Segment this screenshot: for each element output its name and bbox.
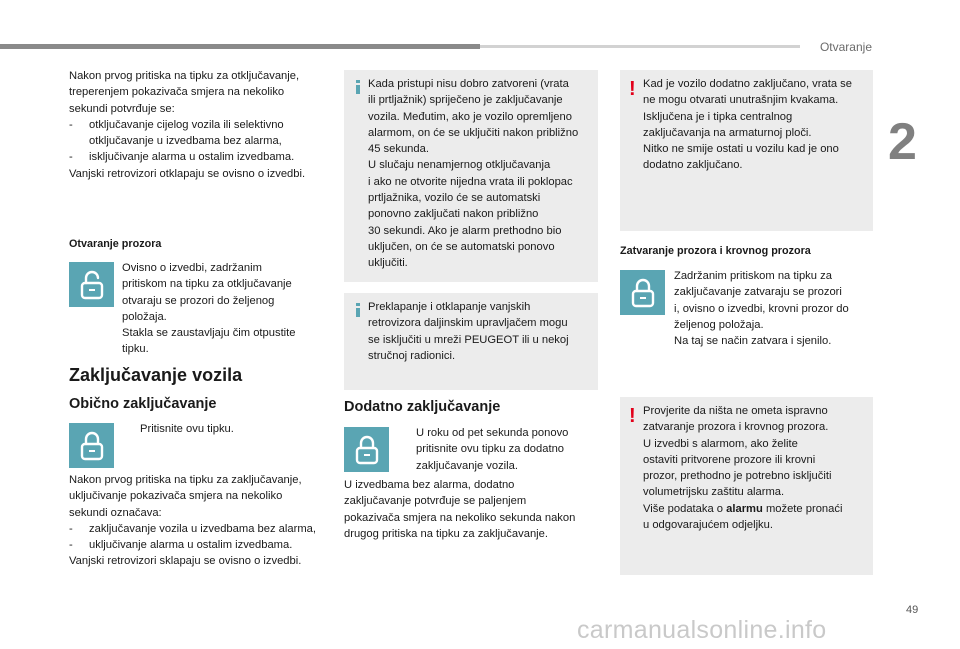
text-line: uključivanje pokazivača smjera na nekoliko: [69, 490, 283, 503]
intro-end: Vanjski retrovizori otklapaju se ovisno o izvedbi.: [69, 167, 306, 180]
text-line: U izvedbama bez alarma, dodatno: [344, 479, 515, 491]
text-line: prtljažnika, vozilo će se automatski: [368, 192, 541, 205]
text-line: Ovisno o izvedbi, zadržanim: [122, 262, 262, 274]
info-icon: [352, 303, 364, 317]
page-number: 49: [906, 604, 919, 616]
extra-lock-heading: Dodatno zaključavanje: [344, 399, 501, 415]
text-line: položaja.: [122, 310, 167, 323]
step-text: U roku od pet sekunda ponovo: [416, 427, 569, 439]
text-line: pritiskom na tipku za otključavanje: [122, 278, 292, 291]
text-span: Više podataka o: [643, 502, 727, 515]
text-line: i, ovisno o izvedbi, krovni prozor do: [674, 302, 849, 315]
text-line: Preklapanje i otklapanje vanjskih: [368, 301, 531, 313]
text-line: željenog položaja.: [674, 318, 764, 331]
warning-text-2: [643, 403, 871, 533]
intro-line: sekundi potvrđuje se:: [69, 102, 175, 115]
text-line: se isključiti u mreži PEUGEOT ili u nekoj: [368, 333, 569, 346]
normal-step: [122, 421, 322, 437]
intro-block: [69, 68, 331, 182]
alarm-term: alarmu: [726, 502, 763, 515]
warning-icon: !: [629, 405, 636, 427]
text-line: zaključavanja na armaturnoj ploči.: [643, 126, 812, 139]
normal-list: [69, 521, 334, 554]
text-line: [398, 425, 598, 441]
warning-text-1: [643, 76, 871, 174]
text-span: možete pronaći: [762, 502, 843, 515]
text-line: Zadržanim pritiskom na tipku za: [674, 270, 832, 282]
text-line: i ako ne otvorite nijedna vrata ili poklopac: [368, 175, 573, 188]
text-line: pritisnite ovu tipku za dodatno: [416, 443, 565, 456]
windows-text: [122, 260, 332, 358]
intro-line: treperenjem pokazivača smjera na nekoliko: [69, 86, 285, 99]
lock-key-icon: [69, 423, 114, 468]
normal-lock-heading: Obično zaključavanje: [69, 396, 217, 412]
step-text: Pritisnite ovu tipku.: [140, 423, 234, 435]
close-windows-heading: Zatvaranje prozora i krovnog prozora: [620, 245, 811, 257]
text-line: ostaviti pritvorene prozore ili krovni: [643, 453, 816, 466]
text-line: Stakla se zaustavljaju čim otpustite: [122, 327, 296, 340]
info-text-1: [368, 76, 596, 272]
text-line: vozila. Međutim, ako je vozilo opremljeno: [368, 110, 572, 123]
text-line: alarmom, on će se uključiti nakon približno: [368, 126, 579, 139]
text-line: uključen, on će se automatski ponovo: [368, 240, 555, 253]
normal-end: Vanjski retrovizori sklapaju se ovisno o izvedbi.: [69, 555, 302, 568]
header-bar-light: [480, 45, 800, 48]
text-line: tipku.: [122, 343, 149, 356]
normal-text-block: [69, 472, 334, 570]
text-line: zatvaranje prozora i krovnog prozora.: [643, 421, 829, 434]
text-line: prozor, prethodno je potrebno isključiti: [643, 470, 832, 483]
text-line: [643, 501, 871, 517]
lock-key-icon: [620, 270, 665, 315]
text-line: zaključavanje vozila.: [416, 459, 518, 472]
warning-box-2: [620, 397, 873, 575]
warning-box-1: [620, 70, 873, 231]
header-bar-dark: [0, 44, 480, 49]
extra-step: [398, 425, 598, 474]
lock-heading: Zaključavanje vozila: [69, 365, 243, 385]
text-line: drugog pritiska na tipku za zaključavanje.: [344, 527, 548, 540]
list-item: - uključivanje alarma u ostalim izvedbama.: [69, 537, 334, 553]
extra-text: [344, 477, 604, 542]
windows-heading: Otvaranje prozora: [69, 238, 162, 250]
text-line: Nakon prvog pritiska na tipku za zaključavanje,: [69, 474, 302, 486]
text-line: ili prtljažnik) spriječeno je zaključavanje: [368, 94, 563, 107]
text-line: Nitko ne smije ostati u vozilu kad je ono: [643, 143, 839, 156]
text-line: zaključavanje potvrđuje se paljenjem: [344, 495, 527, 508]
text-line: dodatno zaključano.: [643, 159, 743, 172]
text-line: pokazivača smjera na nekoliko sekunda nakon: [344, 511, 576, 524]
list-item: - isključivanje alarma u ostalim izvedbama.: [69, 149, 331, 165]
chapter-number: 2: [888, 113, 917, 171]
text-line: retrovizora daljinskim upravljačem mogu: [368, 317, 568, 330]
text-line: zaključavanje zatvaraju se prozori: [674, 286, 842, 299]
text-line: Provjerite da ništa ne ometa ispravno: [643, 405, 828, 417]
text-line: sekundi označava:: [69, 506, 162, 519]
text-line: Kada pristupi nisu dobro zatvoreni (vrata: [368, 78, 569, 90]
warning-icon: !: [629, 78, 636, 100]
text-line: stručnoj radionici.: [368, 349, 456, 362]
text-line: volumetrijsku zaštitu alarma.: [643, 486, 785, 499]
info-box-2: [344, 293, 598, 390]
info-text-2: [368, 299, 596, 364]
text-line: U slučaju nenamjernog otključavanja: [368, 159, 551, 172]
info-icon: [352, 80, 364, 94]
watermark: carmanualsonline.info: [577, 616, 827, 644]
text-line: otvaraju se prozori do željenog: [122, 294, 275, 307]
text-line: uključiti.: [368, 257, 408, 270]
text-line: ne mogu otvarati unutrašnjim kvakama.: [643, 94, 839, 107]
text-line: 45 sekunda.: [368, 143, 429, 156]
text-line: U izvedbi s alarmom, ako želite: [643, 437, 798, 450]
text-line: Kad je vozilo dodatno zaključano, vrata se: [643, 78, 852, 90]
text-line: ponovno zaključati nakon približno: [368, 208, 539, 221]
info-box-1: [344, 70, 598, 282]
section-title: Otvaranje: [819, 40, 872, 54]
unlock-key-icon: [69, 262, 114, 307]
intro-line: Nakon prvog pritiska na tipku za otključavanje,: [69, 70, 300, 82]
text-line: 30 sekundi. Ako je alarm prethodno bio: [368, 224, 562, 237]
intro-list: [69, 117, 331, 166]
text-line: u odgovarajućem odjeljku.: [643, 519, 773, 532]
list-item: - zaključavanje vozila u izvedbama bez alarma,: [69, 521, 334, 537]
lock-key-icon: [344, 427, 389, 472]
text-line: Isključena je i tipka centralnog: [643, 110, 793, 123]
close-windows-text: [674, 268, 874, 349]
text-line: Na taj se način zatvara i sjenilo.: [674, 335, 832, 348]
list-item: - otključavanje cijelog vozila ili selektivno otključavanje u izvedbama bez alarma,: [69, 117, 331, 150]
